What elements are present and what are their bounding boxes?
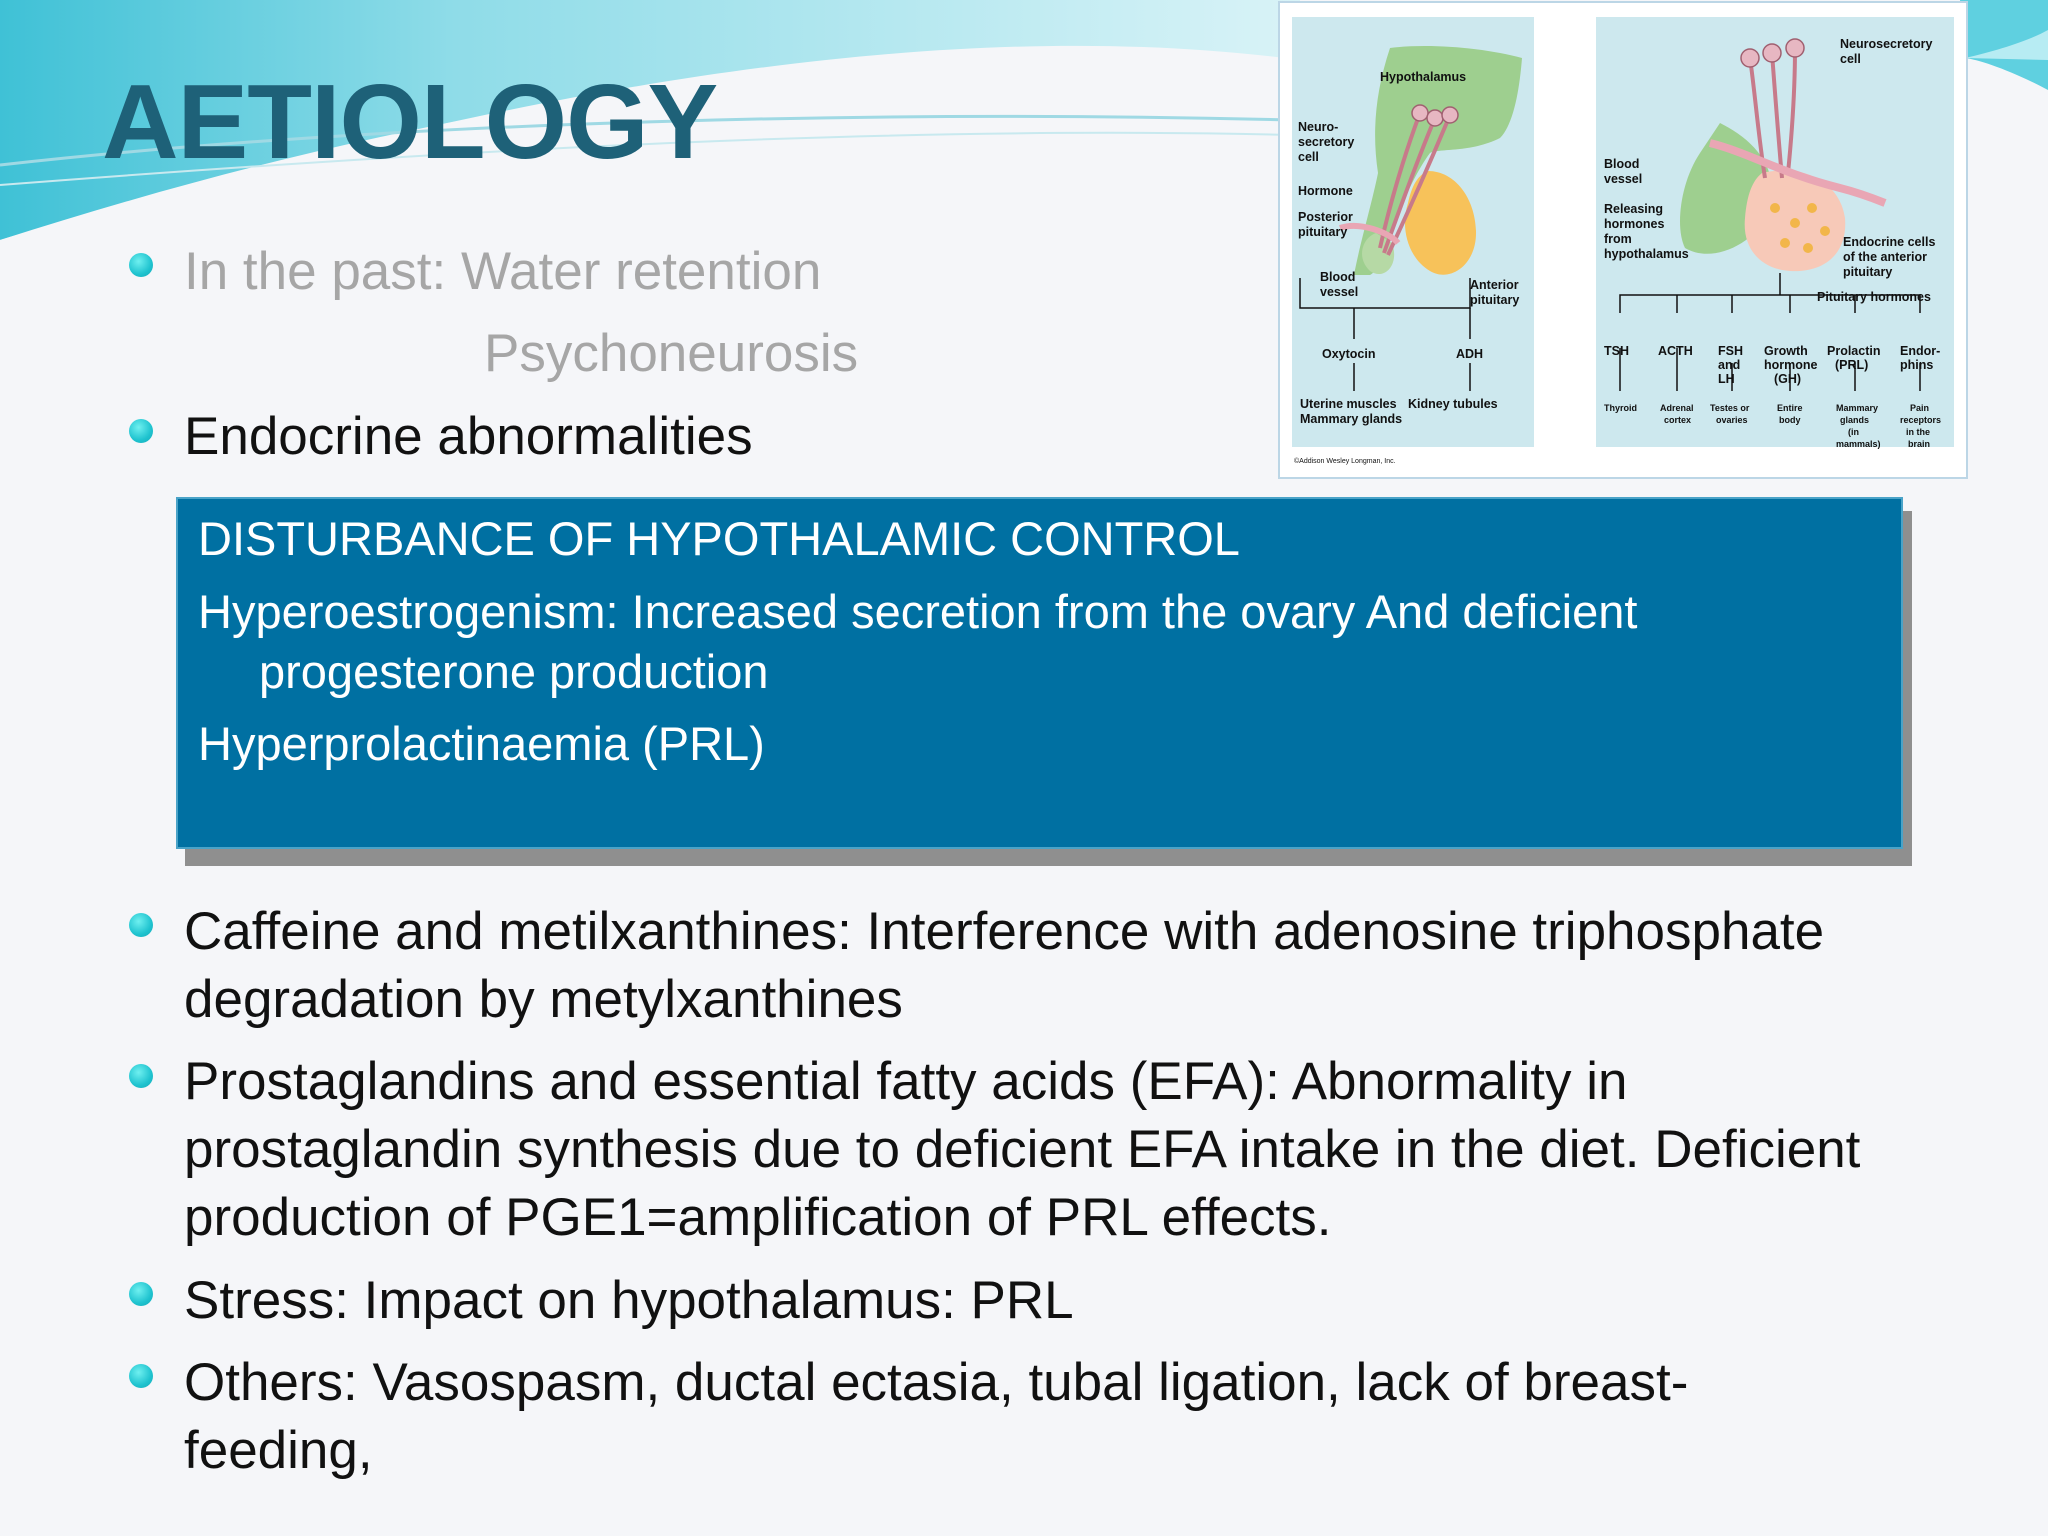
bullet-dot [129, 1064, 153, 1088]
label-hypothalamus: Hypothalamus [1380, 70, 1467, 84]
label-fsh-2: and [1718, 358, 1741, 372]
bullet-past-line1: In the past: Water retention [184, 242, 822, 301]
box-item2: Hyperprolactinaemia (PRL) [198, 717, 765, 770]
label-mammary-3: (in [1848, 427, 1859, 437]
label-posterior-1: Posterior [1298, 210, 1353, 224]
bullet-line: Prostaglandins and essential fatty acids (EFA): Abnormality in [184, 1052, 1628, 1111]
label-acth: ACTH [1658, 344, 1693, 358]
box-item1-line2: progesterone production [259, 645, 769, 698]
label-neuro-1: Neuro- [1298, 120, 1339, 134]
label-testes-2: ovaries [1716, 415, 1748, 425]
label-tsh: TSH [1604, 344, 1629, 358]
label-rblood-2: vessel [1604, 172, 1643, 186]
label-entire-1: Entire [1777, 403, 1803, 413]
bullet-past-line2: Psychoneurosis [484, 324, 859, 383]
label-rblood-1: Blood [1604, 157, 1640, 171]
label-neurosecretory-1: Neurosecretory [1840, 37, 1933, 51]
label-kidney: Kidney tubules [1408, 397, 1498, 411]
label-testes-1: Testes or [1710, 403, 1750, 413]
bullet-dot [129, 419, 153, 443]
label-fsh-3: LH [1718, 372, 1735, 386]
label-oxytocin: Oxytocin [1322, 347, 1376, 361]
label-endocrine-2: of the anterior [1843, 250, 1928, 264]
bullet-line: Others: Vasospasm, ductal ectasia, tubal ligation, lack of breast- [184, 1353, 1689, 1412]
label-endor-1: Endor- [1900, 344, 1941, 358]
pituitary-diagram [1278, 1, 1968, 479]
label-blood-2: vessel [1320, 285, 1359, 299]
box-heading: DISTURBANCE OF HYPOTHALAMIC CONTROL [198, 512, 1240, 565]
label-gh-3: (GH) [1774, 372, 1802, 386]
label-uterine-1: Uterine muscles [1300, 397, 1397, 411]
label-prl-2: (PRL) [1835, 358, 1869, 372]
pituitary-diagram-figure [1280, 3, 1966, 477]
slide-title: AETIOLOGY [102, 63, 718, 181]
label-releasing-2: hormones [1604, 217, 1665, 231]
label-hormone: Hormone [1298, 184, 1353, 198]
label-neurosecretory-2: cell [1840, 52, 1861, 66]
bullet-line: feeding, [184, 1421, 373, 1480]
label-entire-2: body [1779, 415, 1801, 425]
label-pain-3: in the [1906, 427, 1930, 437]
label-neuro-2: secretory [1298, 135, 1355, 149]
bullet-line: prostaglandin synthesis due to deficient EFA intake in the diet. Deficient [184, 1120, 1861, 1179]
label-copyright: ©Addison Wesley Longman, Inc. [1294, 458, 1396, 465]
label-uterine-2: Mammary glands [1300, 412, 1403, 426]
label-pain-4: brain [1908, 439, 1931, 449]
label-adrenal-2: cortex [1664, 415, 1692, 425]
label-releasing-1: Releasing [1604, 202, 1664, 216]
label-pituitary-hormones: Pituitary hormones [1817, 290, 1931, 304]
label-endor-2: phins [1900, 358, 1934, 372]
bullet-line: production of PGE1=amplification of PRL effects. [184, 1188, 1332, 1247]
label-pain-1: Pain [1910, 403, 1930, 413]
label-pain-2: receptors [1900, 415, 1942, 425]
label-blood-1: Blood [1320, 270, 1356, 284]
label-mammary-1: Mammary [1836, 403, 1879, 413]
box-item1-line1: Hyperoestrogenism: Increased secretion from the ovary And deficient [198, 585, 1638, 638]
label-endocrine-1: Endocrine cells [1843, 235, 1936, 249]
label-anterior-1: Anterior [1470, 278, 1519, 292]
label-posterior-2: pituitary [1298, 225, 1348, 239]
bullet-line: Stress: Impact on hypothalamus: PRL [184, 1271, 1074, 1330]
bullet-line: Caffeine and metilxanthines: Interference with adenosine triphosphate [184, 902, 1825, 961]
label-mammary-4: mammals) [1836, 439, 1881, 449]
label-thyroid: Thyroid [1604, 403, 1637, 413]
label-fsh-1: FSH [1718, 344, 1743, 358]
label-endocrine-3: pituitary [1843, 265, 1893, 279]
label-gh-2: hormone [1764, 358, 1818, 372]
bullet-dot [129, 1364, 153, 1388]
label-releasing-3: from [1604, 232, 1632, 246]
label-neuro-3: cell [1298, 150, 1319, 164]
label-prl-1: Prolactin [1827, 344, 1881, 358]
label-adh: ADH [1456, 347, 1484, 361]
bullet-dot [129, 253, 153, 277]
label-mammary-2: glands [1840, 415, 1870, 425]
bullet-dot [129, 913, 153, 937]
label-anterior-2: pituitary [1470, 293, 1520, 307]
bullet-line: degradation by metylxanthines [184, 970, 903, 1029]
bullet-dot [129, 1282, 153, 1306]
endocrine-box [176, 497, 1903, 849]
bullet-endocrine: Endocrine abnormalities [184, 407, 753, 466]
label-gh-1: Growth [1764, 344, 1808, 358]
label-adrenal-1: Adrenal [1660, 403, 1694, 413]
label-releasing-4: hypothalamus [1604, 247, 1689, 261]
